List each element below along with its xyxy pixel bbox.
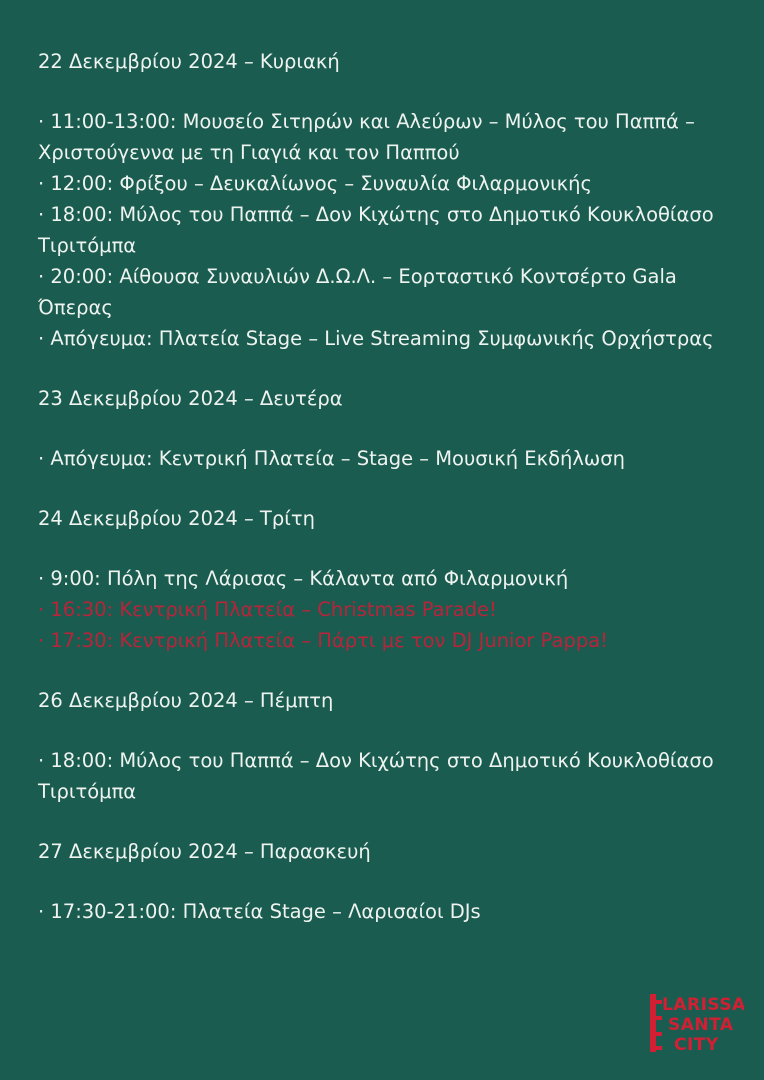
event-item: · 12:00: Φρίξου – Δευκαλίωνος – Συναυλία Φιλαρμονικής xyxy=(38,172,592,195)
event-item: · 9:00: Πόλη της Λάρισας – Κάλαντα από Φιλαρμονική xyxy=(38,567,569,590)
day-section xyxy=(38,836,728,927)
logo-line-1: LARISSA xyxy=(662,995,744,1015)
event-list xyxy=(38,443,728,474)
event-item: · Απόγευμα: Πλατεία Stage – Live Streaming Συμφωνικής Ορχήστρας xyxy=(38,327,714,350)
day-title: 27 Δεκεμβρίου 2024 – Παρασκευή xyxy=(38,840,371,863)
larissa-santa-city-logo xyxy=(648,992,744,1054)
day-title: 26 Δεκεμβρίου 2024 – Πέμπτη xyxy=(38,689,334,712)
event-item: · 11:00-13:00: Μουσείο Σιτηρών και Αλεύρων – Μύλος του Παππά – Χριστούγεννα με τη Γιαγιά και τον Παππού xyxy=(38,110,695,164)
day-title: 23 Δεκεμβρίου 2024 – Δευτέρα xyxy=(38,387,343,410)
day-section xyxy=(38,685,728,807)
event-item-highlighted: · 16:30: Κεντρική Πλατεία – Christmas Parade! xyxy=(38,598,497,621)
day-section xyxy=(38,383,728,474)
schedule xyxy=(38,46,728,956)
event-item: · Απόγευμα: Κεντρική Πλατεία – Stage – Μουσική Εκδήλωση xyxy=(38,447,625,470)
day-section xyxy=(38,46,728,354)
day-title: 22 Δεκεμβρίου 2024 – Κυριακή xyxy=(38,50,340,73)
event-item: · 17:30-21:00: Πλατεία Stage – Λαρισαίοι DJs xyxy=(38,900,481,923)
event-list xyxy=(38,106,728,354)
event-item: · 18:00: Μύλος του Παππά – Δον Κιχώτης στο Δημοτικό Κουκλοθίασο Τιριτόμπα xyxy=(38,203,714,257)
event-list xyxy=(38,563,728,656)
event-item: · 18:00: Μύλος του Παππά – Δον Κιχώτης στο Δημοτικό Κουκλοθίασο Τιριτόμπα xyxy=(38,749,714,803)
event-list xyxy=(38,896,728,927)
day-section xyxy=(38,503,728,656)
logo-line-3: CITY xyxy=(674,1035,719,1054)
logo-graphic xyxy=(648,992,744,1054)
logo-ribbon-icon xyxy=(650,994,662,1052)
logo-line-2: SANTA xyxy=(668,1015,734,1035)
day-title: 24 Δεκεμβρίου 2024 – Τρίτη xyxy=(38,507,315,530)
event-item: · 20:00: Αίθουσα Συναυλιών Δ.Ω.Λ. – Εορταστικό Κοντσέρτο Gala Όπερας xyxy=(38,265,677,319)
event-item-highlighted: · 17:30: Κεντρική Πλατεία – Πάρτι με τον DJ Junior Pappa! xyxy=(38,629,608,652)
event-list xyxy=(38,745,728,807)
